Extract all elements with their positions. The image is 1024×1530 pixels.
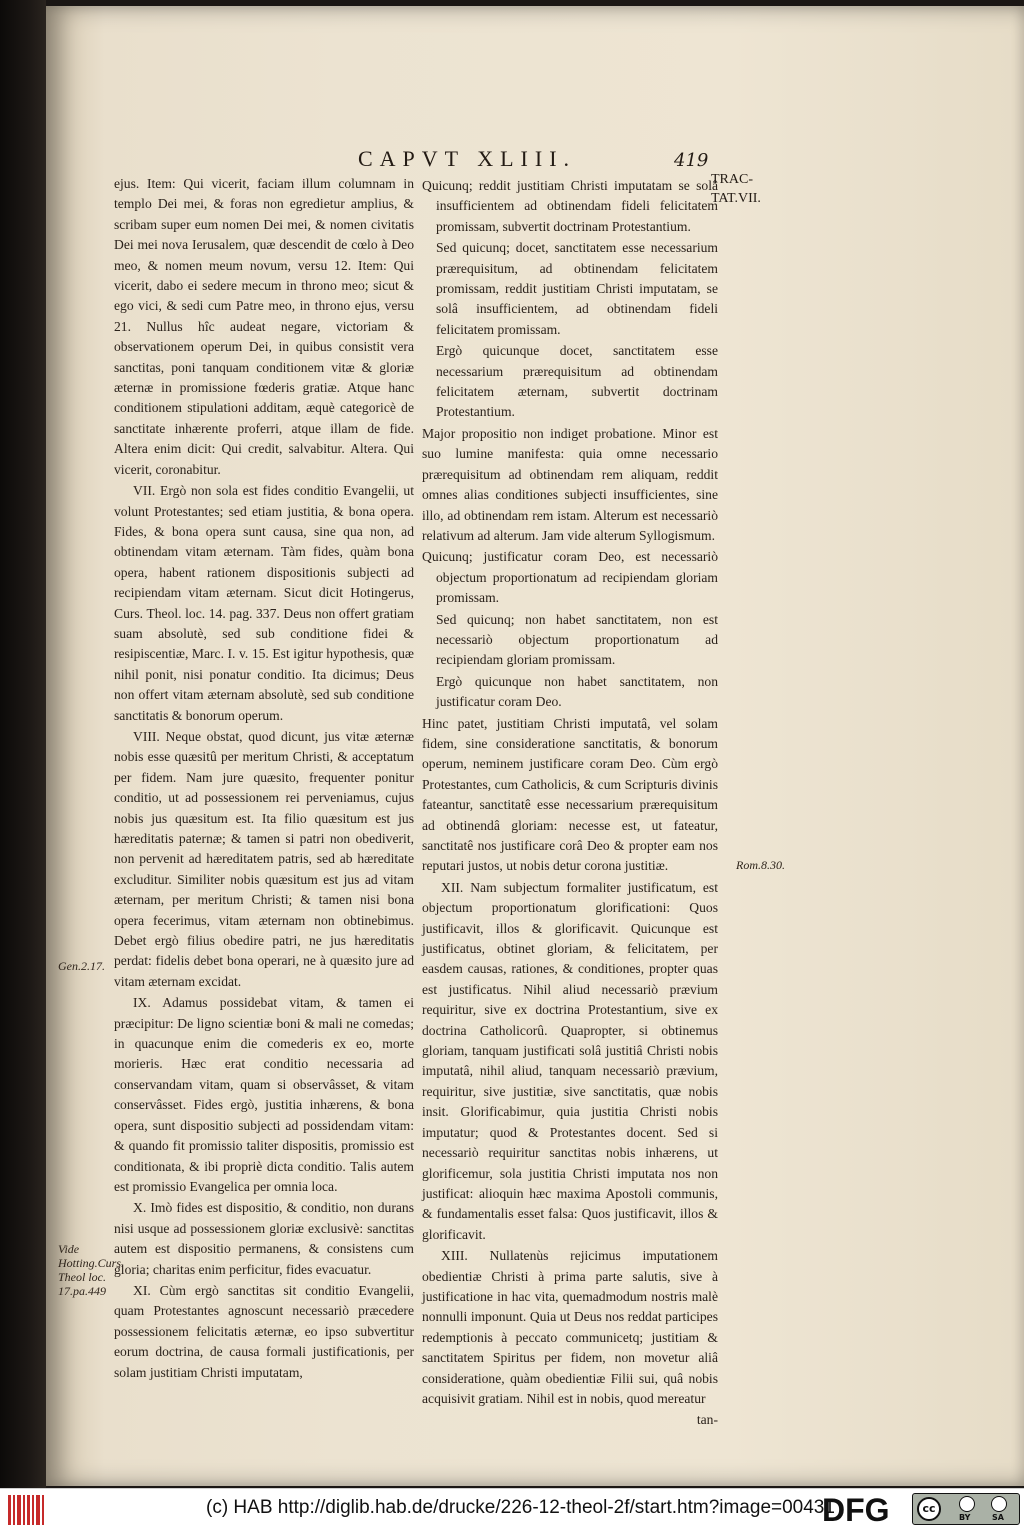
left-paragraph: XI. Cùm ergò sanctitas sit conditio Evangelii, quam Protestantes agnoscunt necessariò præcedere possessionem felicitatis æternæ, eo ipso subvertitur eorum doctrina, de causa formali justificationis, per solam justitiam Christi imputatam, — [114, 1282, 414, 1380]
right-paragraph: Ergò quicunque docet, sanctitatem esse necessarium prærequisitum ad obtinendam felicitatem æternam, subvertit doctrinam Protestantium. — [436, 343, 718, 420]
sa-label: SA — [992, 1513, 1004, 1522]
running-head: CAPVT XLIII. — [358, 146, 577, 171]
treatise-label: TRAC- TAT.VII. — [711, 172, 761, 206]
right-paragraph: Sed quicunq; docet, sanctitatem esse necessarium prærequisitum, ad obtinendam felicitatem promissam, reddit justitiam Christi imputatam, se solâ insufficientem, ad obtinendam fideli felicitatem promissam. — [436, 240, 718, 337]
page-number: 419 — [674, 150, 709, 171]
left-column — [114, 174, 414, 1383]
right-paragraph: Quicunq; justificatur coram Deo, est necessariò objectum proportionatum ad recipiendam gloriam promissam. — [422, 549, 718, 606]
scanned-page — [46, 6, 1024, 1486]
margin-note-hottinger: Vide Hotting.Curs. Theol loc. 17.pa.449 — [58, 1242, 125, 1298]
dfg-logo — [820, 1492, 912, 1526]
cc-icon: cc — [917, 1497, 941, 1521]
cc-license-badge[interactable] — [912, 1493, 1020, 1525]
right-paragraph: Ergò quicunque non habet sanctitatem, non justificatur coram Deo. — [436, 673, 718, 710]
book-spine — [0, 0, 46, 1488]
sa-icon — [991, 1496, 1007, 1512]
viewer-footer — [0, 1488, 1024, 1530]
left-paragraph: X. Imò fides est dispositio, & conditio, non durans nisi usque ad possessionem gloriæ exclusivè: sanctitas autem est dispositio permanens, & consistens cum gloria; charitas enim perficitur, fides evacuatur. — [114, 1200, 414, 1277]
right-paragraph: XIII. Nullatenùs rejicimus imputationem obedientiæ Christi à prima parte salutis, sive à justificatione in hac vita, quemadmodum nostris malè nonnulli imponunt. Quia ut Deus nos reddat participes redemptionis à peccato communicetq; justitiam & sanctitatem Spiritus per fidem, non movetur aliâ consideratione, quàm obedientiæ Filii sui, quâ nobis acquisivit gratiam. Nihil est in nobis, quod mereatur — [422, 1248, 718, 1406]
hab-barcode-logo — [8, 1495, 50, 1525]
right-paragraph: Major propositio non indiget probatione. Minor est suo lumine manifesta: quia omne necessario prærequisitum ad obtinendam rem aliquam, reddit omnes alias conditiones subjecti insufficientes, sine illo, ad obtinendam rem istam. Alterum est necessariò relativum ad alterum. Jam vide alterum Syllogismum. — [422, 425, 718, 543]
left-paragraph: IX. Adamus possidebat vitam, & tamen ei præcipitur: De ligno scientiæ boni & mali ne comedas; in quacunque enim die comederis ex eo, morte morieris. Hæc erat conditio necessaria ad conservandam vitam, quam si observâsset, & vitam conservâsset. Fides ergò, justitia inhærens, & bona opera, sunt dispositio subjecti ad possidendam vitam: & quando fit promissio taliter dispositis, promissio est conditionata, & ibi propriè dicta conditio. Talis autem est promissio Evangelica per omnia loca. — [114, 995, 414, 1194]
right-paragraph: Quicunq; reddit justitiam Christi imputatam se solâ insufficientem ad obtinendam fideli felicitatem promissam, subvertit doctrinam Protestantium. — [422, 178, 718, 234]
dfg-logo-text: DFG — [822, 1492, 890, 1526]
left-paragraph: VIII. Neque obstat, quod dicunt, jus vitæ æternæ nobis esse quæsitû per meritum Christi, & acceptatum per fidem. Nam jure quæsito, frequenter ponitur conditio, ut ad possessionem rei perveniamus, cujus nobis jus quæsitum est. Ita filio quæsitum est jus hæreditatis paternæ; & tamen si patri non obediverit, non pervenit ad hæreditatem patris, sed ab hæreditate excluditur. Similiter nobis quæsitum est jus ad vitam æternam, per meritum Christi; & tamen nisi bona opera fecerimus, vitam æternam non obtinebimus. Debet ergò filius obedire patri, ne jus hæreditatis perdat: fidelis debet bona operari, ne à quæsito jure ad vitam æternam excidat. — [114, 728, 414, 989]
margin-note-genesis: Gen.2.17. — [58, 959, 105, 973]
catchword: tan- — [696, 1412, 718, 1428]
page-header — [46, 146, 1024, 176]
left-paragraph: VII. Ergò non sola est fides conditio Evangelii, ut volunt Protestantes; sed etiam justitia, & bona opera. Fides, & bona opera sunt causa, sine qua non, ad obtinendam vitam æternam. Tàm fides, quàm bona opera, habent rationem dispositionis subjecti ad recipiendam vitam æternam. Sicut dicit Hotingerus, Curs. Theol. loc. 14. pag. 337. Deus non offert gratiam suam absolutè, sed sub conditione fidei & resipiscentiæ, Marc. I. v. 15. Est igitur hypothesis, quæ nihil ponit, nisi ponatur conditio. Ita dicimus; Deus non offert vitam æternam absolutè, sed sub conditione sanctitatis & bonorum operum. — [114, 483, 414, 723]
citation-link[interactable]: (c) HAB http://diglib.hab.de/drucke/226-12-theol-2f/start.htm?image=00431 — [206, 1497, 835, 1518]
margin-note-romans: Rom.8.30. — [736, 858, 785, 872]
by-label: BY — [959, 1513, 971, 1522]
right-column — [422, 174, 718, 1431]
by-icon — [959, 1496, 975, 1512]
right-paragraph: Sed quicunq; non habet sanctitatem, non est necessariò objectum proportionatum ad recipiendam gloriam promissam. — [436, 611, 718, 668]
right-paragraph: Hinc patet, justitiam Christi imputatâ, vel solam fidem, sine consideratione sanctitatis, & bonorum operum, neminem justificare coram Deo. Cùm ergò Protestantes, cum Catholicis, & cum Scripturis divinis fateantur, sanctitatê esse necessarium prærequisitum ad obtinendâ gloriam: necesse est, ut fateatur, sanctitatê nos justificare corâ Deo & propter eam nos reputari justos, ut nobis detur corona justitiæ. — [422, 715, 718, 874]
left-paragraph: ejus. Item: Qui vicerit, faciam illum columnam in templo Dei mei, & foras non egredietur amplius, & scribam super eum nomen Dei mei, & nomen civitatis Dei mei nova Ierusalem, quæ descendit de cœlo à Deo meo, & nomen meum novum, versu 12. Item: Qui vicerit, dabo ei sedere mecum in throno meo; sicut & ego vici, & sedi cum Patre meo, in throno ejus, versu 21. Nullus hîc audeat negare, victoriam & observationem operum Dei, in quibus consistit vera sanctitas, poni tanquam conditionem vitæ & gloriæ æternæ in promissione fœderis gratiæ. Atque hanc conditionem stipulationi additam, æquè categoricè de sanctitate inhærente proferri, atque illam de fide. Altera enim dicit: Qui credit, salvabitur. Altera. Qui vicerit, coronabitur. — [114, 176, 414, 477]
right-paragraph: XII. Nam subjectum formaliter justificatum, est objectum proportionatum glorificationi: Quos justificavit, illos & glorificavit. Quicunque est justificatus, obtinet gloriam, & felicitatem, per easdem causas, rationes, & conditiones, propter quas est justificatus. Nihil aliud necessariò prævium requiritur, sive ex doctrina Protestantium, sive ex doctrina Catholicorû. Quapropter, si obtinemus gloriam, tanquam justificati solâ justitiâ Christi nobis imputatâ, nihil aliud, tanquam necessariò prævium, requiritur, sive justitiæ, sive sanctitatis, quæ nobis insit. Glorificabimur, quia justitia Christi nobis imputatur; quod & Protestantes docent. Sed si necessariò requiritur sanctitas nobis inhærens, ut glorificemur, sola justitia Christi imputata nos non justificat: alioquin hæc maxima Apostoli communis, & fundamentalis esset falsa: Quos justificavit, illos & glorificavit. — [422, 879, 718, 1242]
